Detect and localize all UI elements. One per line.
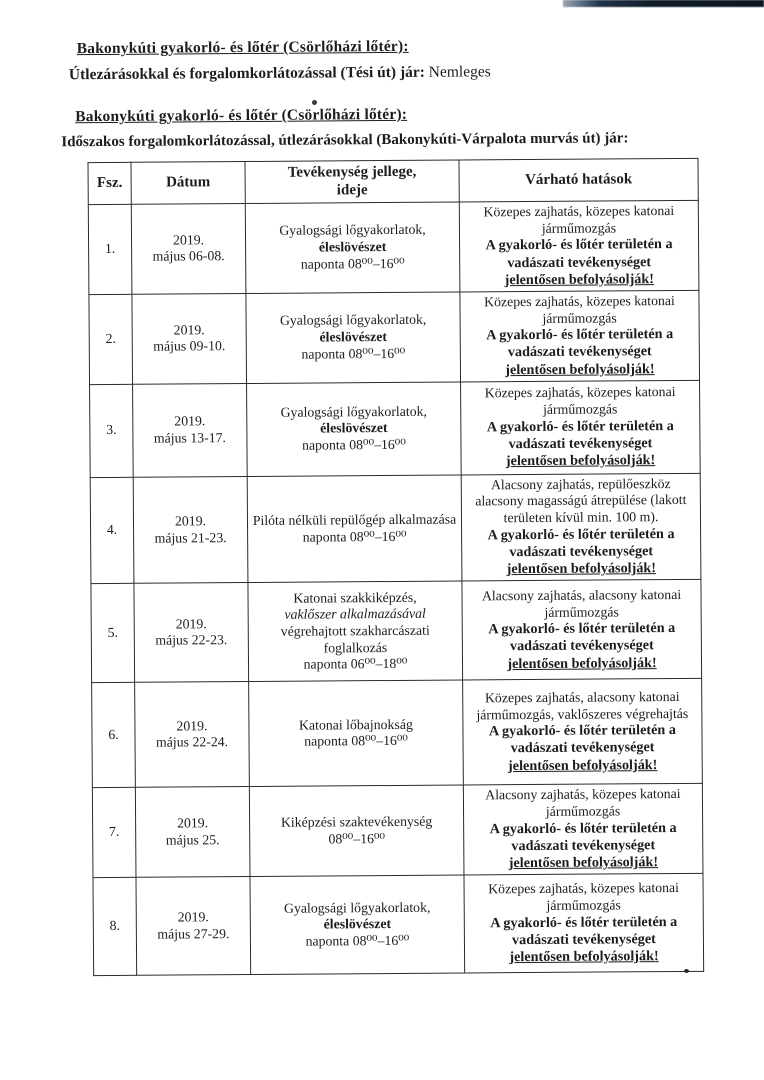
- activity-line: éleslövészet: [323, 916, 392, 932]
- table-row: [93, 874, 704, 976]
- row-activity-cell: [250, 875, 465, 974]
- row-impacts-cell: [464, 874, 704, 974]
- row-date-cell: 2019. május 22-24.: [135, 682, 250, 788]
- impact-normal-text: Alacsony zajhatás, közepes katonai járműmozgás: [485, 786, 681, 819]
- impact-normal-text: Közepes zajhatás, közepes katonai járműmozgás: [484, 292, 675, 326]
- section2-label: Időszakos forgalomkorlátozással, útlezárásokkal (Bakonykúti-Várpalota murvás út) jár:: [61, 130, 629, 151]
- row-date-cell: 2019. május 25.: [135, 787, 250, 878]
- impact-underlined-text: jelentősen befolyásolják!: [507, 654, 657, 672]
- row-date-cell: 2019. május 27-29.: [136, 877, 251, 976]
- activity-line: végrehajtott szakharcászati foglalkozás: [280, 622, 430, 656]
- schedule-table: [87, 158, 704, 976]
- table-row: [89, 290, 700, 384]
- activity-line: naponta 06⁰⁰–18⁰⁰: [303, 656, 408, 672]
- section1-title: Bakonykúti gyakorló- és lőtér (Csörlőházi lőtér):: [76, 37, 409, 58]
- activity-line: naponta 08⁰⁰–16⁰⁰: [305, 932, 410, 949]
- table-header-row: [88, 158, 698, 204]
- row-number-cell: 7.: [92, 788, 136, 878]
- row-date-cell: 2019. május 21-23.: [133, 476, 248, 583]
- row-date-cell: 2019. május 09-10.: [132, 293, 247, 384]
- table-row: [88, 200, 699, 294]
- activity-line: Gyalogsági lőgyakorlatok,: [283, 899, 431, 916]
- activity-line: Gyalogsági lőgyakorlatok,: [280, 403, 427, 420]
- activity-line: Gyalogsági lőgyakorlatok,: [279, 222, 426, 239]
- row-activity-cell: [248, 581, 463, 681]
- activity-line: naponta 08⁰⁰–16⁰⁰: [304, 733, 408, 749]
- activity-line: Gyalogsági lőgyakorlatok,: [279, 312, 427, 329]
- impact-bold-text: A gyakorló- és lőtér területén a vadászati tevékenységet: [490, 913, 678, 949]
- table-row: [91, 580, 702, 683]
- impact-normal-text: Közepes zajhatás, alacsony katonai járműmozgás, vaklőszeres végrehajtás: [476, 688, 689, 722]
- activity-line: éleslövészet: [319, 329, 387, 345]
- row-activity-cell: [249, 785, 464, 876]
- row-impacts-cell: [460, 290, 700, 382]
- section1-value: Nemleges: [428, 63, 491, 81]
- activity-line: Katonai lőbajnokság: [298, 716, 413, 733]
- activity-line: éleslövészet: [320, 420, 388, 436]
- row-impacts-cell: [461, 380, 701, 475]
- row-date-cell: 2019. május 06-08.: [131, 204, 246, 295]
- impact-bold-text: A gyakorló- és lőtér területén a vadászati tevékenységet: [488, 722, 676, 757]
- row-number-cell: 8.: [93, 878, 137, 976]
- section1-label: Útlezárásokkal és forgalomkorlátozással (Tési út) jár:: [68, 63, 425, 84]
- table-row: [92, 679, 703, 788]
- header-tevekenyseg: Tevékenység jellege, ideje: [245, 160, 459, 203]
- impact-normal-text: Közepes zajhatás, közepes katonai járműmozgás: [483, 203, 675, 236]
- activity-line: vaklőszer alkalmazásával: [284, 606, 426, 623]
- impact-underlined-text: jelentősen befolyásolják!: [505, 360, 655, 378]
- row-date-cell: 2019. május 22-23.: [134, 583, 249, 683]
- impact-underlined-text: jelentősen befolyásolják!: [506, 560, 657, 578]
- section2-line: [61, 130, 628, 151]
- activity-line: 08⁰⁰–16⁰⁰: [328, 830, 386, 847]
- row-date-cell: 2019. május 13-17.: [133, 383, 248, 477]
- activity-line: Katonai szakkiképzés,: [293, 589, 417, 606]
- row-activity-cell: [245, 202, 460, 293]
- impact-normal-text: Közepes zajhatás, közepes katonai járműmozgás: [488, 880, 680, 913]
- row-number-cell: 2.: [89, 294, 133, 384]
- impact-underlined-text: jelentősen befolyásolják!: [504, 270, 655, 288]
- row-impacts-cell: [462, 580, 702, 681]
- impact-underlined-text: jelentősen befolyásolják!: [508, 854, 659, 872]
- impact-bold-text: A gyakorló- és lőtér területén a vadászati tevékenységet: [487, 525, 675, 561]
- row-number-cell: 4.: [90, 477, 134, 584]
- activity-line: naponta 08⁰⁰–16⁰⁰: [302, 437, 406, 453]
- row-activity-cell: [247, 382, 462, 476]
- impact-underlined-text: jelentősen befolyásolják!: [507, 756, 658, 774]
- header-varhato-hatasok: Várható hatások: [459, 158, 698, 202]
- impact-underlined-text: jelentősen befolyásolják!: [509, 948, 659, 966]
- impact-bold-text: A gyakorló- és lőtér területén a vadászati tevékenységet: [489, 819, 677, 855]
- table-row: [90, 380, 701, 477]
- activity-line: naponta 08⁰⁰–16⁰⁰: [300, 255, 405, 272]
- impact-bold-text: A gyakorló- és lőtér területén a vadászati tevékenységet: [486, 326, 674, 361]
- activity-line: éleslövészet: [318, 239, 387, 255]
- header-datum: Dátum: [131, 162, 245, 205]
- row-number-cell: 3.: [90, 384, 134, 477]
- table-row: [90, 473, 701, 584]
- row-activity-cell: [246, 292, 461, 383]
- impact-bold-text: A gyakorló- és lőtér területén a vadászati tevékenységet: [485, 236, 673, 271]
- row-impacts-cell: [463, 679, 703, 786]
- impact-normal-text: Közepes zajhatás, közepes katonai járműmozgás: [484, 384, 676, 417]
- activity-line: Pilóta nélküli repülőgép alkalmazása: [252, 511, 457, 528]
- row-impacts-cell: [459, 200, 699, 292]
- impact-underlined-text: jelentősen befolyásolják!: [505, 452, 656, 470]
- activity-line: Kiképzési szaktevékenység: [280, 813, 433, 830]
- row-activity-cell: [249, 680, 464, 786]
- row-number-cell: 6.: [92, 683, 136, 788]
- impact-bold-text: A gyakorló- és lőtér területén a vadászati tevékenységet: [486, 417, 674, 453]
- table-row: [92, 784, 703, 878]
- row-number-cell: 5.: [91, 584, 135, 683]
- section2-title: Bakonykúti gyakorló- és lőtér (Csörlőházi lőtér):: [75, 105, 408, 126]
- row-number-cell: 1.: [88, 204, 132, 294]
- row-activity-cell: [247, 475, 462, 583]
- impact-normal-text: Alacsony zajhatás, repülőeszköz alacsony magasságú átrepülése (lakott területen kívül min. 100 m).: [475, 475, 687, 526]
- header-fsz: Fsz.: [88, 162, 131, 204]
- section1-line: [69, 63, 491, 84]
- impact-bold-text: A gyakorló- és lőtér területén a vadászati tevékenységet: [488, 620, 676, 655]
- activity-line: naponta 08⁰⁰–16⁰⁰: [301, 345, 406, 362]
- activity-line: naponta 08⁰⁰–16⁰⁰: [302, 528, 407, 545]
- row-impacts-cell: [461, 473, 701, 581]
- impact-normal-text: Alacsony zajhatás, alacsony katonai járműmozgás: [481, 586, 682, 620]
- row-impacts-cell: [463, 784, 703, 876]
